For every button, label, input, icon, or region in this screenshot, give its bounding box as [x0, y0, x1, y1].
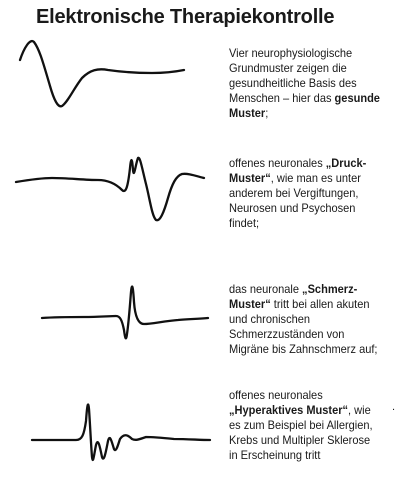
hyperactive-pattern-description: offenes neuronales „Hyperaktives Muster“, wie es zum Beispiel bei Allergien, Krebs und Multipler Sklerose in Erscheinung tritt	[229, 388, 373, 462]
page-title: Elektronische Therapiekontrolle	[36, 6, 335, 28]
healthy-pattern-description: Vier neurophysiologische Grundmuster zeigen die gesundheitliche Basis des Menschen – hier das gesunde Muster;	[229, 46, 380, 120]
pressure-pattern-waveform	[12, 140, 212, 240]
pain-pattern-waveform	[12, 270, 212, 370]
hyperactive-pattern-waveform	[12, 385, 212, 485]
stray-dot-mark: .	[392, 401, 396, 413]
healthy-pattern-waveform	[12, 28, 212, 128]
pain-pattern-description: das neuronale „Schmerz-Muster“ tritt bei allen akuten und chronischen Schmerzzuständen von Migräne bis Zahnschmerz auf;	[229, 282, 378, 356]
pressure-pattern-description: offenes neuronales „Druck-Muster“, wie man es unter anderem bei Vergiftungen, Neurosen und Psychosen findet;	[229, 156, 367, 230]
